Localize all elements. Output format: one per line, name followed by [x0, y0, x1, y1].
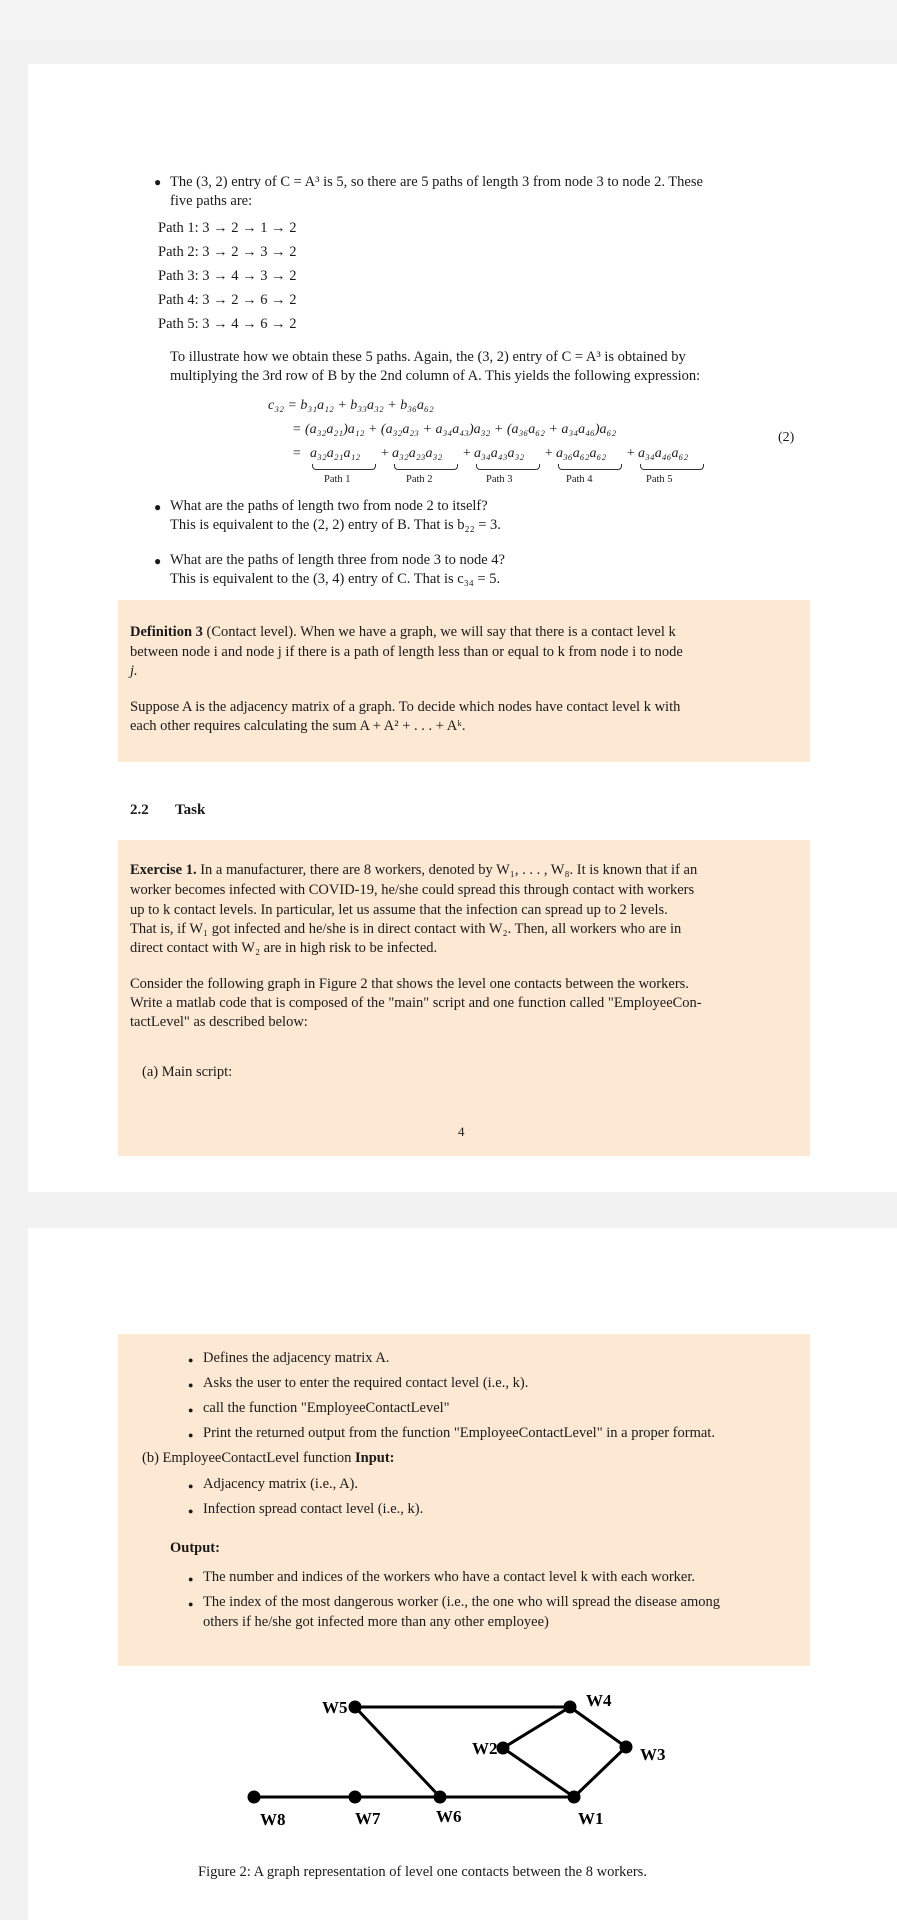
term-path2: a₃₂a₂₃a₃₂: [392, 446, 443, 461]
node-w5: [349, 1701, 362, 1714]
equation-line1: c₃₂ = b₃₁a₁₂ + b₃₃a₃₂ + b₃₆a₆₂: [268, 398, 434, 413]
output-label: Output:: [170, 1540, 220, 1556]
node-w3: [620, 1741, 633, 1754]
edge-w2-w1: [503, 1748, 574, 1797]
part-a-label: (a) Main script:: [142, 1064, 233, 1080]
underbrace-label-4: Path 4: [566, 474, 593, 485]
exercise-para2-line3: tactLevel" as described below:: [130, 1014, 308, 1030]
bullet2-question: What are the paths of length two from node 2 to itself?: [170, 498, 488, 514]
output-item-1: The number and indices of the workers who have a contact level k with each worker.: [203, 1569, 696, 1585]
underbrace-3: [476, 464, 540, 470]
node-w7: [349, 1791, 362, 1804]
underbrace-label-1: Path 1: [324, 474, 351, 485]
label-w2: W2: [472, 1739, 498, 1758]
underbrace-5: [640, 464, 704, 470]
label-w3: W3: [640, 1745, 666, 1764]
term-path5: a₃₄a₄₆a₆₂: [638, 446, 689, 461]
plus: +: [380, 446, 390, 461]
bullet-dot: ●: [188, 1405, 194, 1415]
bullet3-question: What are the paths of length three from node 3 to node 4?: [170, 552, 505, 568]
equation-line2: = (a₃₂a₂₁)a₁₂ + (a₃₂a₂₃ + a₃₄a₄₃)a₃₂ + (a₃₆a₆₂ + a₃₄a₄₆)a₆₂: [292, 422, 617, 437]
node-w2: [497, 1742, 510, 1755]
label-w6: W6: [436, 1807, 462, 1826]
definition-para2-line1: Suppose A is the adjacency matrix of a graph. To decide which nodes have contact level k with: [130, 699, 681, 715]
plus: +: [462, 446, 472, 461]
bullet-dot: ●: [188, 1506, 194, 1516]
viewer-top-bar: [0, 0, 897, 38]
bullet-dot: ●: [154, 554, 162, 568]
section-number: 2.2: [130, 802, 149, 818]
exercise-para2-line2: Write a matlab code that is composed of the "main" script and one function called "EmployeeCon-: [130, 995, 702, 1011]
underbrace-label-2: Path 2: [406, 474, 433, 485]
edge-w3-w1: [574, 1747, 626, 1797]
bullet1-line1: The (3, 2) entry of C = A³ is 5, so there are 5 paths of length 3 from node 3 to node 2. These: [170, 174, 703, 190]
bullet-dot: ●: [188, 1599, 194, 1609]
figure-caption: Figure 2: A graph representation of level one contacts between the 8 workers.: [198, 1864, 647, 1880]
term-path3: a₃₄a₄₃a₃₂: [474, 446, 525, 461]
underbrace-label-5: Path 5: [646, 474, 673, 485]
part-b-label: (b) EmployeeContactLevel function Input:: [142, 1450, 395, 1466]
label-w4: W4: [586, 1691, 612, 1710]
underbrace-label-3: Path 3: [486, 474, 513, 485]
path-3: Path 3: 3 → 4 → 3 → 2: [158, 268, 297, 284]
bullet-dot: ●: [188, 1481, 194, 1491]
illustrate-line1: To illustrate how we obtain these 5 paths. Again, the (3, 2) entry of C = A³ is obtained by: [170, 349, 686, 365]
node-w6: [434, 1791, 447, 1804]
exercise-line1: Exercise 1. In a manufacturer, there are 8 workers, denoted by W₁, . . . , W₈. It is known that if an: [130, 862, 698, 878]
node-w1: [568, 1791, 581, 1804]
exercise-line3: up to k contact levels. In particular, let us assume that the infection can spread up to 2 levels.: [130, 902, 668, 918]
equation-line3-prefix: =: [292, 446, 302, 461]
document-page-2: [28, 1228, 897, 1920]
page-number: 4: [458, 1124, 465, 1139]
definition-line1: Definition 3 (Contact level). When we have a graph, we will say that there is a contact level k: [130, 624, 676, 640]
bullet-dot: ●: [188, 1574, 194, 1584]
document-page-1: [28, 64, 897, 1192]
label-w7: W7: [355, 1809, 381, 1828]
underbrace-2: [394, 464, 458, 470]
bullet-dot: ●: [154, 175, 162, 189]
label-w5: W5: [322, 1698, 348, 1717]
path-5: Path 5: 3 → 4 → 6 → 2: [158, 316, 297, 332]
underbrace-4: [558, 464, 622, 470]
exercise-line4: That is, if W₁ got infected and he/she is in direct contact with W₂. Then, all workers who are in: [130, 921, 682, 937]
label-w1: W1: [578, 1809, 604, 1828]
path-2: Path 2: 3 → 2 → 3 → 2: [158, 244, 297, 260]
exercise-line5: direct contact with W₂ are in high risk to be infected.: [130, 940, 438, 956]
node-w4: [564, 1701, 577, 1714]
bullet-dot: ●: [188, 1355, 194, 1365]
term-path4: a₃₆a₆₂a₆₂: [556, 446, 607, 461]
output-item-2-line1: The index of the most dangerous worker (i.e., the one who will spread the disease among: [203, 1594, 721, 1610]
underbrace-1: [312, 464, 376, 470]
exercise-line2: worker becomes infected with COVID-19, he/she could spread this through contact with workers: [130, 882, 695, 898]
main-item-2: Asks the user to enter the required contact level (i.e., k).: [203, 1375, 529, 1391]
bullet-dot: ●: [188, 1380, 194, 1390]
illustrate-line2: multiplying the 3rd row of B by the 2nd column of A. This yields the following expression:: [170, 368, 701, 384]
term-path1: a₃₂a₂₁a₁₂: [310, 446, 361, 461]
path-4: Path 4: 3 → 2 → 6 → 2: [158, 292, 297, 308]
path-1: Path 1: 3 → 2 → 1 → 2: [158, 220, 297, 236]
bullet3-answer: This is equivalent to the (3, 4) entry of C. That is c₃₄ = 5.: [170, 571, 501, 587]
edge-w4-w3: [570, 1707, 626, 1747]
edge-w4-w2: [503, 1707, 570, 1748]
output-item-2-line2: others if he/she got infected more than any other employee): [203, 1614, 549, 1630]
exercise-para2-line1: Consider the following graph in Figure 2 that shows the level one contacts between the workers.: [130, 976, 689, 992]
equation-number: (2): [778, 430, 795, 445]
definition-line2: between node i and node j if there is a path of length less than or equal to k from node i to node: [130, 644, 683, 660]
main-item-4: Print the returned output from the function "EmployeeContactLevel" in a proper format.: [203, 1425, 715, 1441]
label-w8: W8: [260, 1810, 286, 1829]
main-item-3: call the function "EmployeeContactLevel": [203, 1400, 450, 1416]
input-item-2: Infection spread contact level (i.e., k).: [203, 1501, 424, 1517]
section-title: Task: [175, 802, 206, 818]
bullet-dot: ●: [188, 1430, 194, 1440]
bullet1-line2: five paths are:: [170, 193, 253, 209]
bullet-dot: ●: [154, 500, 162, 514]
input-item-1: Adjacency matrix (i.e., A).: [203, 1476, 359, 1492]
contact-graph: [28, 1228, 897, 1920]
edge-w5-w6: [355, 1707, 440, 1797]
plus: +: [544, 446, 554, 461]
bullet2-answer: This is equivalent to the (2, 2) entry of B. That is b₂₂ = 3.: [170, 517, 501, 533]
node-w8: [248, 1791, 261, 1804]
definition-para2-line2: each other requires calculating the sum A + A² + . . . + Aᵏ.: [130, 718, 466, 734]
main-item-1: Defines the adjacency matrix A.: [203, 1350, 390, 1366]
definition-line3: j.: [130, 663, 138, 679]
plus: +: [626, 446, 636, 461]
